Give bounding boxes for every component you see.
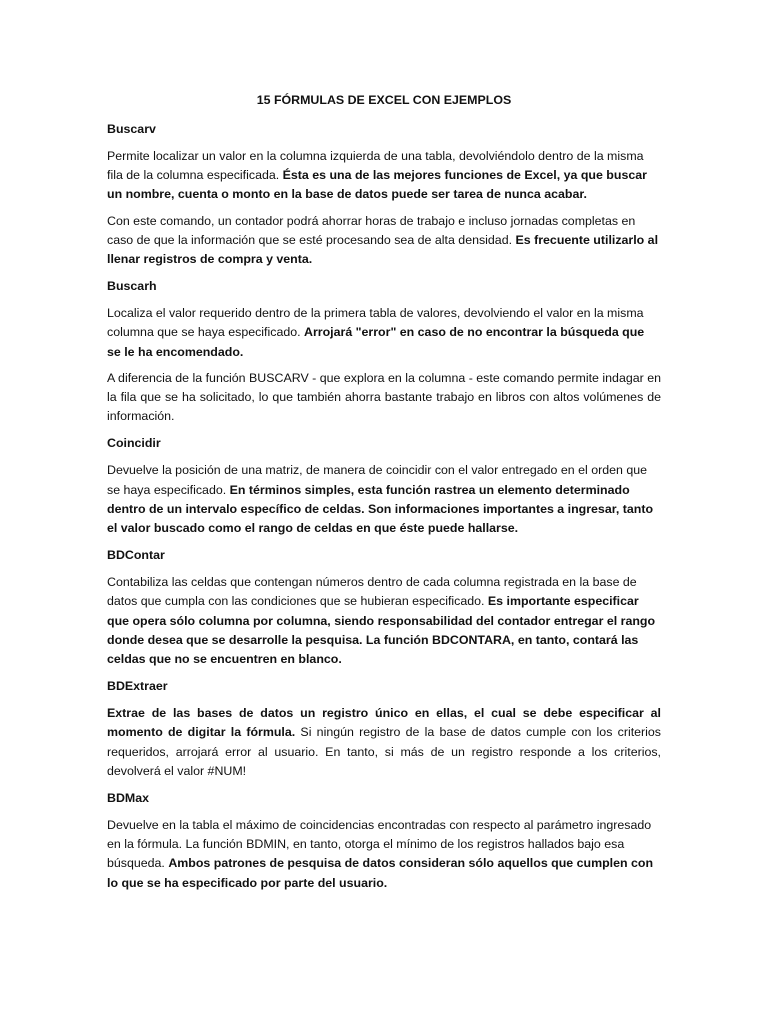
paragraph-bdmax-1: [107, 816, 661, 893]
paragraph-bdextraer-1: [107, 704, 661, 781]
paragraph-buscarh-2: [107, 369, 661, 427]
paragraph-bold-text: Extrae de las bases de datos un registro único en ellas, el cual se debe especificar al momento de digitar la fórmula.: [107, 706, 661, 740]
heading-bdmax: BDMax: [107, 791, 149, 806]
paragraph-buscarh-1: [107, 304, 661, 362]
heading-coincidir: Coincidir: [107, 436, 161, 451]
paragraph-bold-text: Ésta es una de las mejores funciones de Excel, ya que buscar un nombre, cuenta o monto en la base de datos puede ser tarea de nunca acabar.: [107, 168, 647, 202]
document-page: [107, 90, 661, 900]
paragraph-text: Si ningún registro de la base de datos cumple con los criterios requeridos, arrojará error al usuario. En tanto, si más de un registro responde a los criterios, devolverá el valor #NUM!: [107, 725, 661, 778]
paragraph-bold-text: En términos simples, esta función rastrea un elemento determinado dentro de un intervalo específico de celdas. Son informaciones importantes a ingresar, tanto el valor buscado como el rango de celdas en que éste puede hallarse.: [107, 482, 654, 536]
document-title: 15 FÓRMULAS DE EXCEL CON EJEMPLOS: [256, 93, 512, 107]
paragraph-text: Permite localizar un valor en la columna izquierda de una tabla, devolviéndolo dentro de la misma fila de la columna especificada.: [107, 149, 644, 183]
heading-buscarv: Buscarv: [107, 122, 156, 136]
paragraph-bold-text: Ambos patrones de pesquisa de datos consideran sólo aquellos que cumplen con lo que se ha especificado por parte del usuario.: [107, 856, 654, 890]
paragraph-bold-text: Es frecuente utilizarlo al llenar registros de compra y venta.: [107, 232, 659, 267]
paragraph-text: Contabiliza las celdas que contengan números dentro de cada columna registrada en la base de datos que cumpla con las condiciones que se hubieran especificado.: [107, 575, 637, 609]
paragraph-bold-text: Es importante especificar que opera sólo columna por columna, siendo responsabilidad del contador entregar el rango donde desea que se desarrolle la pesquisa. La función BDCONTARA, en tanto, contará las celdas que no se encuentren en blanco.: [107, 594, 656, 667]
paragraph-bold-text: Arrojará "error" en caso de no encontrar la búsqueda que se le ha encomendado.: [107, 325, 645, 359]
paragraph-text: Devuelve la posición de una matriz, de manera de coincidir con el valor entregado en el orden que se haya especificado.: [107, 463, 648, 497]
paragraph-bdcontar-1: [107, 573, 661, 669]
heading-bdcontar: BDContar: [107, 548, 165, 563]
paragraph-buscarv-1: [107, 147, 661, 205]
paragraph-text: Localiza el valor requerido dentro de la primera tabla de valores, devolviendo el valor en la misma columna que se haya especificado.: [107, 306, 644, 340]
paragraph-coincidir-1: [107, 461, 661, 538]
paragraph-buscarv-2: [107, 212, 661, 270]
heading-bdextraer: BDExtraer: [107, 679, 168, 694]
heading-buscarh: Buscarh: [107, 279, 157, 294]
paragraph-text: A diferencia de la función BUSCARV - que explora en la columna - este comando permite indagar en la fila que se ha solicitado, lo que también ahorra bastante trabajo en libros con altos volúmenes de información.: [107, 370, 661, 424]
paragraph-text: Devuelve en la tabla el máximo de coincidencias encontradas con respecto al parámetro ingresado en la fórmula. La función BDMIN, en tanto, otorga el mínimo de los registros hallados bajo esa búsqueda.: [107, 818, 652, 871]
paragraph-text: Con este comando, un contador podrá ahorrar horas de trabajo e incluso jornadas completas en caso de que la información que se esté procesando sea de alta densidad.: [107, 213, 636, 247]
